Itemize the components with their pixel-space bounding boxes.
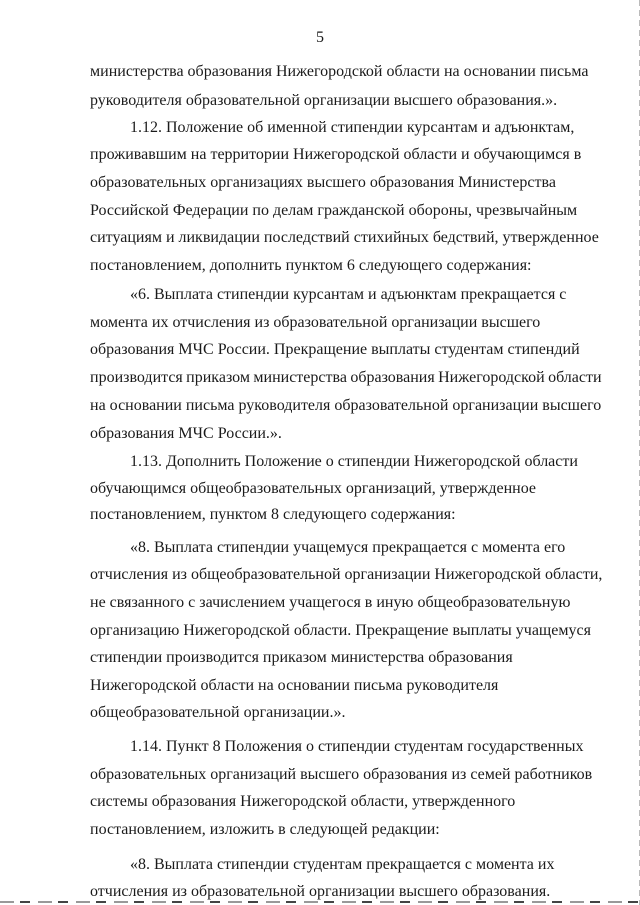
text-line: министерства образования Нижегородской области на основании письма	[90, 63, 589, 80]
scan-artifact-bottom	[0, 901, 640, 903]
text-line: производится приказом министерства образования Нижегородской области	[90, 369, 602, 386]
text-line: ситуациям и ликвидации последствий стихийных бедствий, утвержденное	[90, 229, 599, 246]
text-line: 1.12. Положение об именной стипендии курсантам и адъюнктам,	[130, 119, 575, 136]
text-line: на основании письма руководителя образовательной организации высшего	[90, 397, 602, 414]
text-line: постановлением, изложить в следующей редакции:	[90, 821, 440, 838]
text-line: «8. Выплата стипендии учащемуся прекращается с момента его	[130, 539, 566, 556]
text-line: постановлением, пунктом 8 следующего содержания:	[90, 506, 456, 523]
text-line: общеобразовательной организации.».	[90, 704, 346, 721]
text-line: организацию Нижегородской области. Прекращение выплаты учащемуся	[90, 622, 591, 639]
page-number: 5	[316, 29, 324, 46]
text-line: образовательных организаций высшего образования из семей работников	[90, 766, 593, 783]
text-line: проживавшим на территории Нижегородской области и обучающимся в	[90, 146, 582, 163]
text-line: стипендии производится приказом министерства образования	[90, 649, 513, 666]
text-line: образования МЧС России. Прекращение выплаты студентам стипендий	[90, 341, 580, 358]
text-line: обучающимся общеобразовательных организаций, утвержденное	[90, 480, 537, 497]
text-line: 1.13. Дополнить Положение о стипендии Нижегородской области	[130, 453, 578, 470]
text-line: постановлением, дополнить пунктом 6 следующего содержания:	[90, 257, 532, 274]
text-line: отчисления из общеобразовательной организации Нижегородской области,	[90, 566, 603, 583]
text-line: руководителя образовательной организации высшего образования.».	[90, 92, 558, 109]
text-line: образования МЧС России.».	[90, 425, 282, 442]
text-line: «8. Выплата стипендии студентам прекращается с момента их	[130, 856, 555, 873]
text-line: Российской Федерации по делам гражданской обороны, чрезвычайным	[90, 202, 578, 219]
text-line: 1.14. Пункт 8 Положения о стипендии студентам государственных	[130, 738, 584, 755]
text-line: «6. Выплата стипендии курсантам и адъюнктам прекращается с	[130, 286, 567, 303]
text-line: Нижегородской области на основании письма руководителя	[90, 677, 499, 694]
text-line: образовательных организациях высшего образования Министерства	[90, 174, 556, 191]
text-line: не связанного с зачислением учащегося в иную общеобразовательную	[90, 594, 571, 611]
text-line: момента их отчисления из образовательной организации высшего	[90, 314, 541, 331]
text-line: отчисления из образовательной организации высшего образования.	[90, 883, 551, 900]
text-line: системы образования Нижегородской области, утвержденного	[90, 793, 516, 810]
